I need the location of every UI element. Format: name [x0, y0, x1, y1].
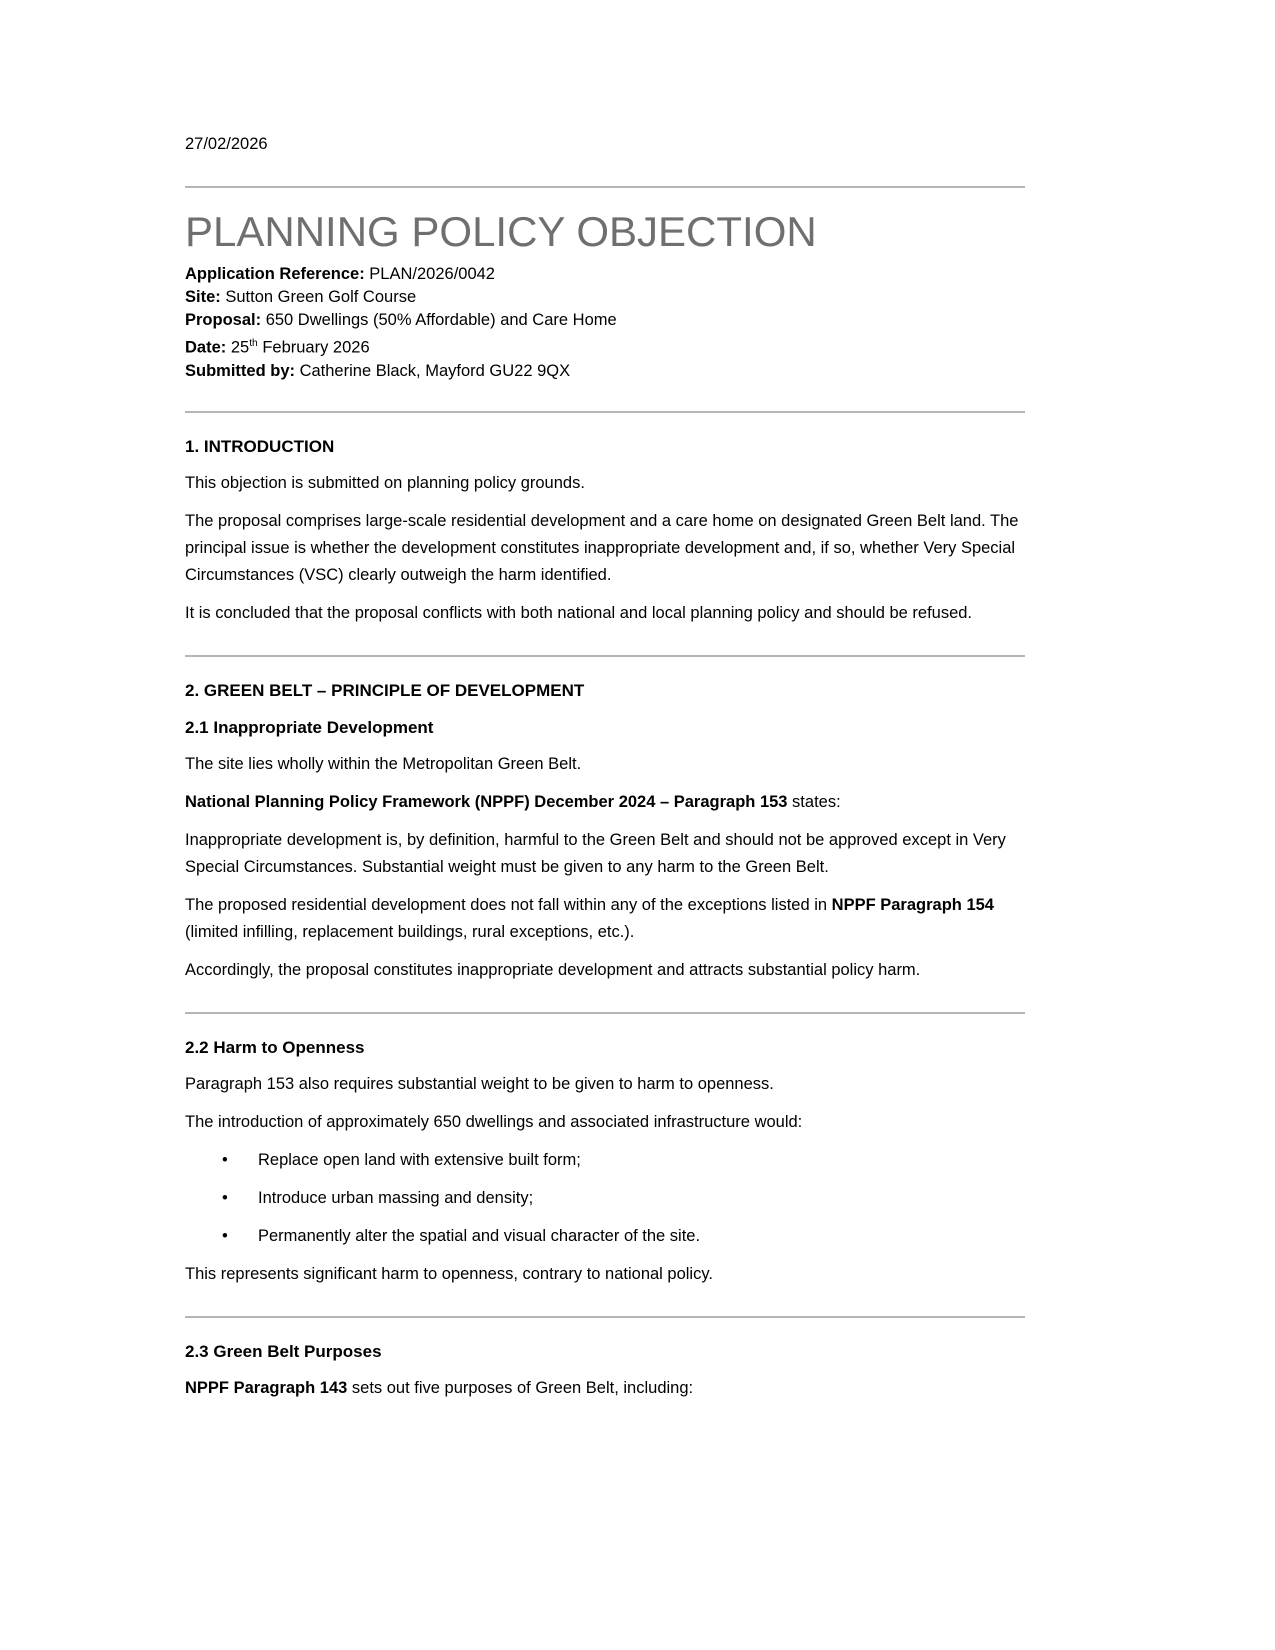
nppf-143-bold: NPPF Paragraph 143 — [185, 1378, 348, 1397]
inappropriate-dev-paragraph-1: The site lies wholly within the Metropolitan Green Belt. — [185, 754, 582, 773]
top-divider — [185, 186, 1025, 188]
nppf-154-rest: (limited infilling, replacement buildings, rural exceptions, etc.). — [185, 922, 635, 941]
header-divider — [185, 411, 1025, 413]
openness-impact-list — [185, 1147, 1025, 1250]
section-2-2-heading: 2.2 Harm to Openness — [185, 1037, 365, 1057]
nppf-154-pre: The proposed residential development does not fall within any of the exceptions listed in — [185, 895, 832, 914]
intro-paragraph-2: The proposal comprises large-scale residential development and a care home on designated Green Belt land. The principal issue is whether the development constitutes inappropriate development and, if so, whether Very Special Circumstances (VSC) clearly outweigh the harm identified. — [185, 511, 1019, 584]
section-2-1-heading: 2.1 Inappropriate Development — [185, 717, 434, 737]
meta-date-ordinal: th — [249, 338, 258, 349]
section-2-heading: 2. GREEN BELT – PRINCIPLE OF DEVELOPMENT — [185, 680, 585, 700]
section-2-3-heading: 2.3 Green Belt Purposes — [185, 1341, 382, 1361]
meta-application-reference — [185, 263, 1025, 286]
meta-proposal-value: 650 Dwellings (50% Affordable) and Care Home — [261, 311, 617, 329]
meta-proposal-label: Proposal: — [185, 311, 262, 329]
intro-paragraph-3: It is concluded that the proposal conflicts with both national and local planning policy and should be refused. — [185, 603, 973, 622]
nppf-143-reference — [185, 1375, 1025, 1402]
meta-application-reference-label: Application Reference: — [185, 265, 365, 283]
meta-site — [185, 286, 1025, 309]
meta-date-rest: February 2026 — [257, 338, 370, 357]
openness-paragraph-1: Paragraph 153 also requires substantial weight to be given to harm to openness. — [185, 1074, 774, 1093]
document-date: 27/02/2026 — [185, 135, 268, 153]
meta-submitted-by — [185, 360, 1025, 383]
inappropriate-dev-paragraph-5: Accordingly, the proposal constitutes inappropriate development and attracts substantial policy harm. — [185, 960, 921, 979]
meta-submitted-by-label: Submitted by: — [185, 361, 295, 380]
nppf-153-reference — [185, 789, 1025, 816]
openness-paragraph-2: The introduction of approximately 650 dwellings and associated infrastructure would: — [185, 1112, 803, 1131]
introduction-divider — [185, 655, 1025, 657]
meta-date — [185, 332, 1025, 360]
meta-proposal — [185, 309, 1025, 332]
nppf-153-bold: National Planning Policy Framework (NPPF) December 2024 – Paragraph 153 — [185, 792, 788, 811]
list-item-character: • Permanently alter the spatial and visual character of the site. — [222, 1223, 1025, 1250]
meta-date-label: Date: — [185, 338, 227, 357]
nppf-154-bold: NPPF Paragraph 154 — [831, 895, 994, 914]
openness-paragraph-3: This represents significant harm to openness, contrary to national policy. — [185, 1264, 713, 1283]
inappropriate-dev-paragraph-3: Inappropriate development is, by definition, harmful to the Green Belt and should not be approved except in Very Special Circumstances. Substantial weight must be given to any harm to the Green Belt. — [185, 830, 1006, 876]
meta-site-value: Sutton Green Golf Course — [220, 288, 417, 306]
meta-submitted-by-value: Catherine Black, Mayford GU22 9QX — [295, 361, 571, 380]
section-1-heading: 1. INTRODUCTION — [185, 436, 335, 456]
nppf-154-reference — [185, 892, 1025, 946]
section-2-1-divider — [185, 1012, 1025, 1014]
list-item-built-form: • Replace open land with extensive built form; — [222, 1147, 1025, 1174]
meta-site-label: Site: — [185, 288, 221, 306]
intro-paragraph-1: This objection is submitted on planning policy grounds. — [185, 473, 585, 492]
list-item-urban-massing: • Introduce urban massing and density; — [222, 1185, 1025, 1212]
meta-application-reference-value: PLAN/2026/0042 — [364, 265, 495, 283]
document-title: PLANNING POLICY OBJECTION — [185, 208, 817, 255]
section-2-2-divider — [185, 1316, 1025, 1318]
nppf-143-rest: sets out five purposes of Green Belt, including: — [347, 1378, 694, 1397]
meta-date-day: 25 — [226, 338, 250, 357]
nppf-153-rest: states: — [787, 792, 841, 811]
